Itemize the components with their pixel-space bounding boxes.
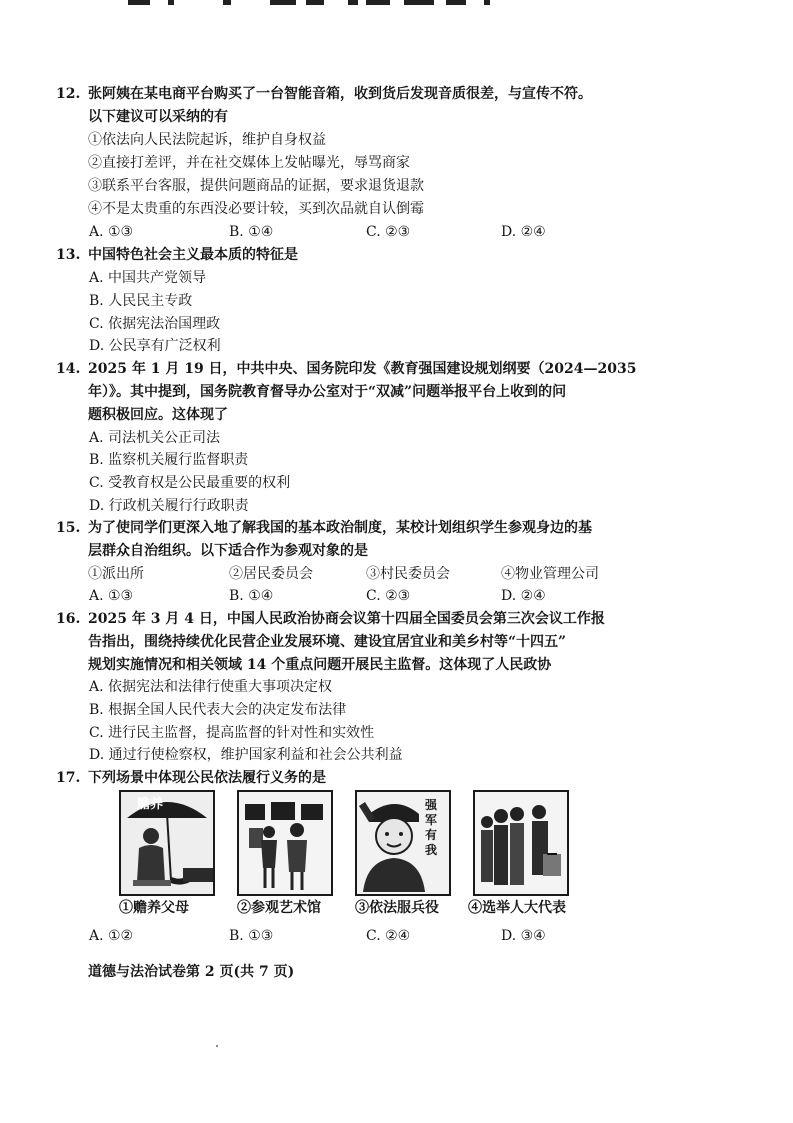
- option-b[interactable]: B. 根据全国人民代表大会的决定发布法律: [89, 702, 347, 718]
- option-c[interactable]: C. ②③: [366, 588, 411, 604]
- question-stem: 2025 年 1 月 19 日，中共中央、国务院印发《教育强国建设规划纲要（2024—2035: [88, 361, 637, 377]
- scan-edge-artifact: [128, 0, 508, 6]
- question-number: 15.: [56, 520, 81, 536]
- slogan-char: 强: [425, 798, 438, 812]
- question-stem: 2025 年 3 月 4 日，中国人民政治协商会议第十四届全国委员会第三次会议工作报: [88, 611, 605, 627]
- question-stem: 规划实施情况和相关领域 14 个重点问题开展民主监督。这体现了人民政协: [88, 657, 552, 673]
- option-d[interactable]: D. ③④: [501, 928, 546, 944]
- question-stem: 张阿姨在某电商平台购买了一台智能音箱，收到货后发现音质很差，与宣传不符。: [88, 86, 592, 102]
- option-b[interactable]: B. ①④: [229, 588, 274, 604]
- slogan-char: 我: [425, 843, 438, 857]
- scene-support-parents-image: [119, 790, 215, 896]
- scene-art-gallery-image: [237, 790, 333, 896]
- question-number: 14.: [56, 361, 81, 377]
- slogan-char: 有: [425, 828, 438, 842]
- option-d[interactable]: D. ②④: [501, 588, 546, 604]
- option-c[interactable]: C. ②④: [366, 928, 411, 944]
- option-a[interactable]: A. 依据宪法和法律行使重大事项决定权: [89, 679, 333, 695]
- statement-item: ②居民委员会: [229, 566, 313, 582]
- option-b[interactable]: B. 监察机关履行监督职责: [89, 452, 249, 468]
- question-number: 16.: [56, 611, 81, 627]
- slogan-text: [425, 798, 439, 858]
- question-number: 13.: [56, 247, 81, 263]
- option-d[interactable]: D. 通过行使检察权，维护国家利益和社会公共利益: [89, 747, 403, 763]
- option-c[interactable]: C. 依据宪法治国理政: [89, 316, 221, 332]
- statement-item: ③村民委员会: [366, 566, 450, 582]
- statement-item: ①派出所: [88, 566, 144, 582]
- option-a[interactable]: A. 司法机关公正司法: [89, 430, 221, 446]
- question-stem: 告指出，围绕持续优化民营企业发展环境、建设宜居宜业和美乡村等“十四五”: [88, 634, 567, 650]
- question-number: 17.: [56, 770, 81, 786]
- question-stem: 年）》。其中提到，国务院教育督导办公室对于“双减”问题举报平台上收到的问: [88, 384, 567, 400]
- scan-speck: [216, 1045, 218, 1047]
- slogan-char: 军: [425, 813, 438, 827]
- statement-item: ④物业管理公司: [501, 566, 599, 582]
- option-d[interactable]: D. 公民享有广泛权利: [89, 338, 221, 354]
- scene-election-image: [473, 790, 569, 896]
- option-b[interactable]: B. ①③: [229, 928, 274, 944]
- option-d[interactable]: D. 行政机关履行行政职责: [89, 498, 249, 514]
- question-stem: 下列场景中体现公民依法履行义务的是: [88, 770, 326, 786]
- image-caption: ③依法服兵役: [355, 900, 439, 916]
- statement-item: ④不是太贵重的东西没必要计较，买到次品就自认倒霉: [88, 201, 424, 217]
- option-a[interactable]: A. 中国共产党领导: [89, 270, 207, 286]
- page-footer: 道德与法治试卷第 2 页(共 7 页): [88, 964, 295, 980]
- question-stem: 为了使同学们更深入地了解我国的基本政治制度，某校计划组织学生参观身边的基: [88, 520, 592, 536]
- option-c[interactable]: C. ②③: [366, 224, 411, 240]
- option-c[interactable]: C. 受教育权是公民最重要的权利: [89, 475, 291, 491]
- statement-item: ③联系平台客服，提供问题商品的证据，要求退货退款: [88, 178, 424, 194]
- option-c[interactable]: C. 进行民主监督，提高监督的针对性和实效性: [89, 725, 375, 741]
- question-stem: 以下建议可以采纳的有: [88, 109, 228, 125]
- option-a[interactable]: A. ①③: [89, 588, 134, 604]
- statement-item: ②直接打差评，并在社交媒体上发帖曝光，辱骂商家: [88, 155, 410, 171]
- question-stem: 中国特色社会主义最本质的特征是: [88, 247, 298, 263]
- image-caption: ②参观艺术馆: [237, 900, 321, 916]
- option-d[interactable]: D. ②④: [501, 224, 546, 240]
- question-stem: 题积极回应。这体现了: [88, 407, 228, 423]
- image-caption: ④选举人大代表: [468, 900, 566, 916]
- statement-item: ①依法向人民法院起诉，维护自身权益: [88, 132, 326, 148]
- option-a[interactable]: A. ①③: [89, 224, 134, 240]
- question-stem: 层群众自治组织。以下适合作为参观对象的是: [88, 543, 368, 559]
- option-a[interactable]: A. ①②: [89, 928, 134, 944]
- option-b[interactable]: B. 人民民主专政: [89, 293, 193, 309]
- question-number: 12.: [56, 86, 81, 102]
- option-b[interactable]: B. ①④: [229, 224, 274, 240]
- image-caption: ①赡养父母: [119, 900, 189, 916]
- umbrella-sign: 赡养: [137, 797, 164, 812]
